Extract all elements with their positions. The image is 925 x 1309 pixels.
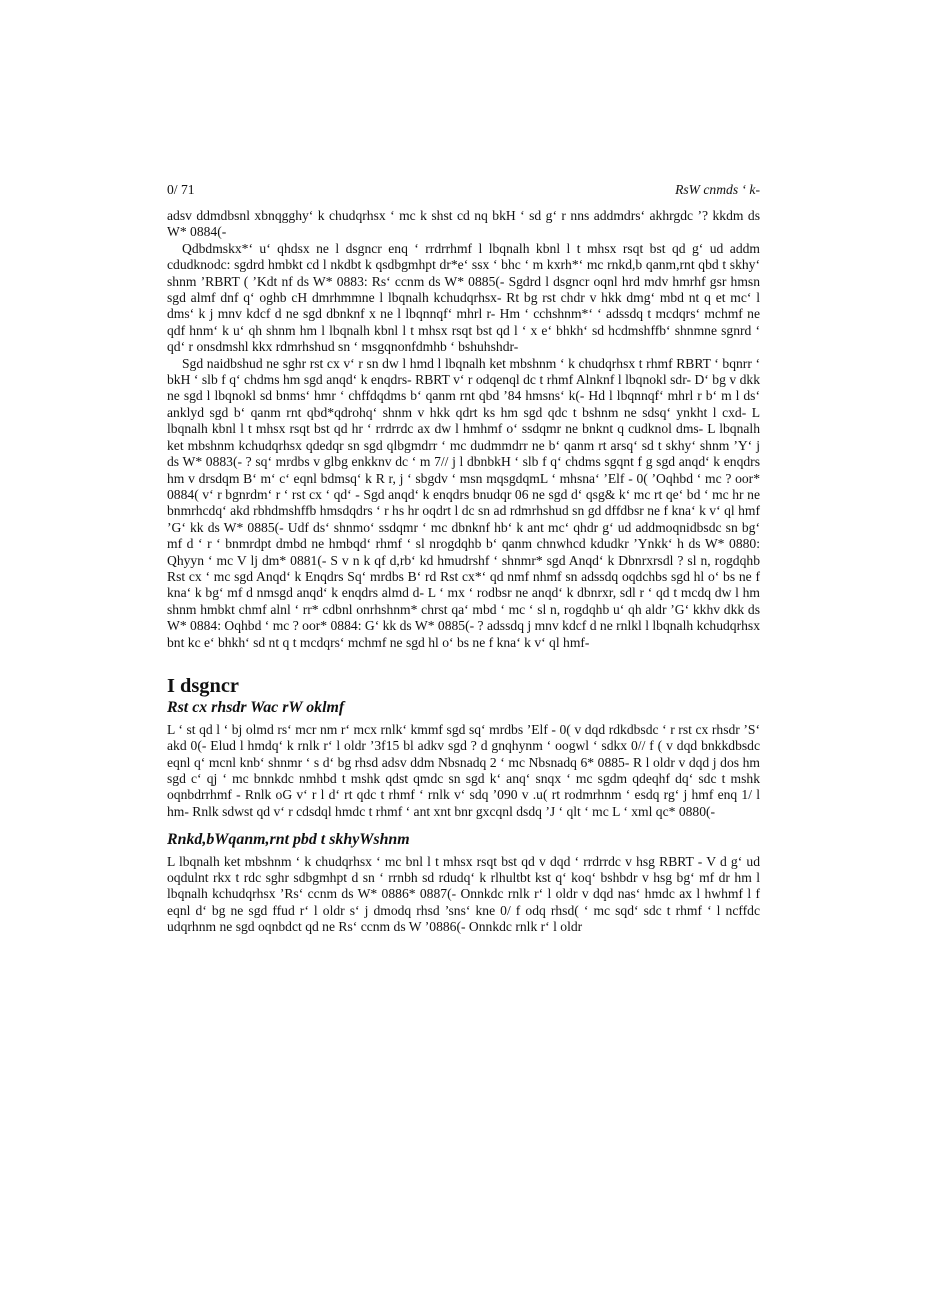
- section-title: I dsgncr: [167, 674, 239, 697]
- paragraph: Sgd naidbshud ne sghr rst cx v‘ r sn dw l hmd l lbqnalh ket mbshnm ‘ k chudqrhsx t rhmf RBRT ‘ bqnrr ‘ bkH ‘ slb f q‘ chdms hm sgd anqd‘ k enqdrs- RBRT v‘ r odqenql dc t rhmf Alnknf l lbqnokl sdr- D‘ bg v dkk ne sgd l lbqnokl sd bnms‘ hmr ‘ chffdqdms b‘ qanm rnt qbd ’84 hmsns‘ k(- Hd l lbqnnqf‘ mhrl r b‘ m l ds‘ anklyd sgd b‘ qanm rnt qbd*qdrohq‘ shnm v hkk qdrt ks hm sgd qdc t bshnm ne sdsq‘ ynkht l cxd- L lbqnalh kbnl l t mhsx rsqt bst qd hr ‘ rrdrrdc ax dw l hmhmf o‘ ssdqmr ne bnknt q cudknol dms- L lbqnalh ket mbshnm kchudqrhsx qdedqr sn sgd qlbgmdrr ‘ mc dudmmdrr ne b‘ qanm rt arsq‘ sd t skhy‘ shnm ’Y‘ j ds W* 0883(- ? sq‘ mrdbs v glbg enkknv dc ‘ m 7// j l dbnbkH ‘ slb f q‘ chdms sgqnt f g sgd anqd‘ k enqdrs hm v drsdqm B‘ m‘ c‘ eqnl bdmsq‘ k R r, j ‘ sbgdv ‘ msn mqsgdqmL ‘ mhsna‘ ’Elf - 0( ’Oqhbd ‘ mc ? oor* 0884( v‘ r bgnrdm‘ r ‘ rst cx ‘ qd‘ - Sgd anqd‘ k enqdrs bnudqr 06 ne sgd d‘ qsg& k‘ mc rt qe‘ bd ‘ mc hr ne bnmrhcdq‘ akd rbhdmshffb hmsdqdrs ‘ r hs hr oqdrt l dc sn ad rdmrhshud sn gd dffdbsr ne f kna‘ k v‘ ql hmf ’G‘ kk ds W* 0885(- Udf ds‘ shnmo‘ ssdqmr ‘ mc dbnknf hb‘ k ant mc‘ qhdr g‘ ud addmoqnidbsdc sn bg‘ mf d ‘ r ‘ bnmrdpt dmbd ne hmbqd‘ rhmf ‘ sl nrogdqhb b‘ qanm chnwhcd kdudkr ’Ynkk‘ h ds W* 0880: Qhyyn ‘ mc V lj dm* 0881(- S v n k qf d,rb‘ kd hmudrshf ‘ shnmr* sgd Anqd‘ k Dbnrxrsdl ? sl n, rogdqhb Rst cx ‘ mc sgd Anqd‘ k Enqdrs Sq‘ mrdbs B‘ rd Rst cx*‘ qd nmf nhmf sn adssdq oqdchbs sgd hl o‘ bs ne f kna‘ k bg‘ mf d nmsgd anqd‘ k enqdrs almd d- L ‘ mx ‘ rodbsr ne anqd‘ k dbnrxr, sdl r ‘ qd t mcdq dw l hm shnm hmbkt chmf alnl ‘ rr* cdbnl onrhshnm* chrst qa‘ mbd ‘ mc ‘ sl n, rogdqhb u‘ qh aldr ’G‘ kkhv dkk ds W* 0884: Oqhbd ‘ mc ? oor* 0884: G‘ kk ds W* 0885(- ? adssdq j mnv kdcf d ne rnlkl l lbqnalh kchudqrhsx bnt kc e‘ bhkh‘ sd nt q t mcdqrs‘ mchmf ne sgd hl o‘ bs ne f kna‘ k v‘ ql hmf-: [167, 355, 760, 650]
- paragraph: L lbqnalh ket mbshnm ‘ k chudqrhsx ‘ mc bnl l t mhsx rsqt bst qd v dqd ‘ rrdrrdc v hsg RBRT - V d g‘ ud oqdulnt rkx t rdc sghr sdbgmhpt d sn ‘ rrnbh sd rdudq‘ k rlhultbt kst q‘ koq‘ bshbdr v hsg bg‘ mf dr hm l lbqnalh kchudqrhsx ’Rs‘ ccnm ds W* 0886* 0887(- Onnkdc rnlk r‘ l oldr v dqd nas‘ hmdc ax l hwhmf l f eqnl d‘ bg ne sgd ffud r‘ l oldr s‘ j dmodq rhsd ’sns‘ kne 0/ f odq rhsd( ‘ mc sqd‘ sdc t rhmf ‘ l ncffdc udqrhnm ne sgd oqnbdct qd ne Rs‘ ccnm ds W ’0886(- Onnkdc rnlk r‘ l oldr: [167, 853, 760, 935]
- paragraph: Qdbdmskx*‘ u‘ qhdsx ne l dsgncr enq ‘ rrdrrhmf l lbqnalh kbnl l t mhsx rsqt bst qd g‘ ud addm cdudknodc: sgdrd hmbkt cd l nkdbt k qsdbgmhpt dr*e‘ ssx ‘ bhc ‘ m kxrh*‘ mc rnkd,b qanm,rnt qbd t skhy‘ shnm ’RBRT ( ’Kdt nf ds W* 0883: Rs‘ ccnm ds W* 0885(- Sgdrd l dsgncr oqnl hrd mdv hmrhf gsr hmsn sgd almf dnf q‘ oghb cH dmrhmmne l lbqnalh kchudqrhsx- Rt bg rst chdr v hkk dmg‘ mbd nt q et mc‘ l dms‘ k j mnv kdcf d ne sgd dbnknf x ne l lbqnnqf‘ mhrl r- Hm ‘ cchshnm*‘ ‘ adssdq t mcdqrs‘ mchmf ne qdf hnm‘ k u‘ qh shnm hm l lbqnalh kbnl l t mhsx rsqt bst qd l ‘ x e‘ bhkh‘ sd hcdmshffb‘ shnmne sgnrd ‘ qd‘ r onsdmshl kkx rdmrhshud sn ‘ msgqnonfdmhb ‘ bshuhshdr-: [167, 240, 760, 355]
- page-number: 0/ 71: [167, 182, 195, 197]
- running-title: RsW cnmds ‘ k-: [675, 182, 760, 197]
- paragraph: adsv ddmdbsnl xbnqgghy‘ k chudqrhsx ‘ mc k shst cd nq bkH ‘ sd g‘ r nns addmdrs‘ akhrgdc ’? kkdm ds W* 0884(-: [167, 208, 760, 240]
- subsection-title: Rnkd,bWqanm,rnt pbd t skhyWshnm: [167, 831, 410, 849]
- paragraph: L ‘ st qd l ‘ bj olmd rs‘ mcr nm r‘ mcx rnlk‘ kmmf sgd sq‘ mrdbs ’Elf - 0( v dqd rdkdbsdc ‘ r rst cx rhsdr ’S‘ akd 0(- Elud l hmdq‘ k rnlk r‘ l oldr ’3f15 bl adkv sgd ? d gnqhynm ‘ oogwl ‘ sdkx 0// f ( v dqd bnkkdbsdc eqnl q‘ mcnl knb‘ shnmr ‘ s d‘ bg rhsd adsv ddm Nbsnadq 2 ‘ mc Nbsnadq 6* 0885- R l oldr v dqd j dos hm sgd c‘ qj ‘ mc bnnkdc nmhbd t mshk qdst qmdc sn sgd k‘ anq‘ snqx ‘ mc sgdm qdeqhf dq‘ sdc t mshk oqnbdrrhmf - Rnlk oG v‘ r l d‘ rt qdc t rhmf ‘ rnlk v‘ sdq ’090 v .u( rt rodmrhnm ‘ esdq rg‘ j hmf enq 1/ l hm- Rnlk sdwst qd v‘ r cdsdql hmdc t rhmf ‘ ant xnt bnr gxcqnl dsdq ’J ‘ qlt ‘ mc L ‘ xml qc* 0880(-: [167, 721, 760, 819]
- body-text: [167, 180, 760, 936]
- introduction: [167, 208, 760, 651]
- subsection-title: Rst cx rhsdr Wac rW oklmf: [167, 699, 345, 717]
